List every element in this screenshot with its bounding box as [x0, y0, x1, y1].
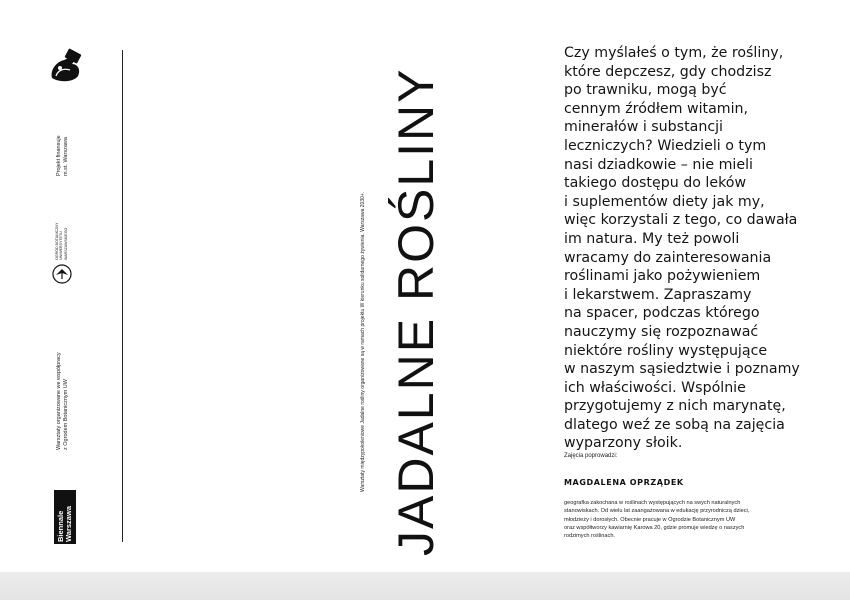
instructor-name: MAGDALENA OPRZĄDEK	[564, 478, 684, 487]
cooperation-text: Warsztaty organizowane we współpracy z Ogrodem Botanicznym UW	[56, 352, 69, 450]
bottom-background-strip	[0, 572, 850, 600]
page-title: JADALNE ROŚLINY	[388, 67, 444, 556]
funding-text: Projekt finansuje m.st. Warszawa	[56, 135, 69, 176]
warsaw-logo-icon	[46, 48, 84, 86]
botanical-garden-emblem-icon	[52, 264, 72, 284]
vertical-divider	[122, 50, 123, 542]
project-credit-text: Warsztaty międzypokoleniowe Jadalne rośliny organizowane są w ramach projektu W kierunku solidarnego żywienia. Warszawa 2030+.	[360, 191, 366, 492]
garden-logo-text: OGRÓD BOTANICZNY UNIWERSYTETU WARSZAWSKIEGO	[55, 222, 68, 260]
description-text: Czy myślałeś o tym, że rośliny, które depczesz, gdy chodzisz po trawniku, mogą być cennym źródłem witamin, minerałów i substancji leczniczych? Wiedzieli o tym nasi dziadkowie – nie mieli takiego dostępu do leków i suplementów diety jak my, więc korzystali z tego, co dawała im natura. My też powoli wracamy do zainteresowania roślinami jako pożywieniem i lekarstwem. Zapraszamy na spacer, podczas którego nauczymy się rozpoznawać niektóre rośliny występujące w naszym sąsiedztwie i poznamy ich właściwości. Wspólnie przygotujemy z nich marynatę, dlatego weź ze sobą na zajęcia wyparzony słoik.	[564, 45, 800, 452]
instructor-intro-label: Zajęcia poprowadzi:	[564, 453, 618, 459]
biennale-warszawa-logo	[54, 490, 76, 544]
instructor-bio: geografka zakochana w roślinach występujących na swych naturalnych stanowiskach. Od wielu lat zaangażowana w edukację przyrodniczą dzieci, młodzieży i dorosłych. Obecnie pracuje w Ogrodzie Botanicznym UW oraz współtworzy kawiarnię Karowa 20, gdzie promuje wiedzę o naszych rodzimych roślinach.	[564, 500, 750, 540]
biennale-logo-text: Biennale Warszawa	[56, 506, 73, 542]
